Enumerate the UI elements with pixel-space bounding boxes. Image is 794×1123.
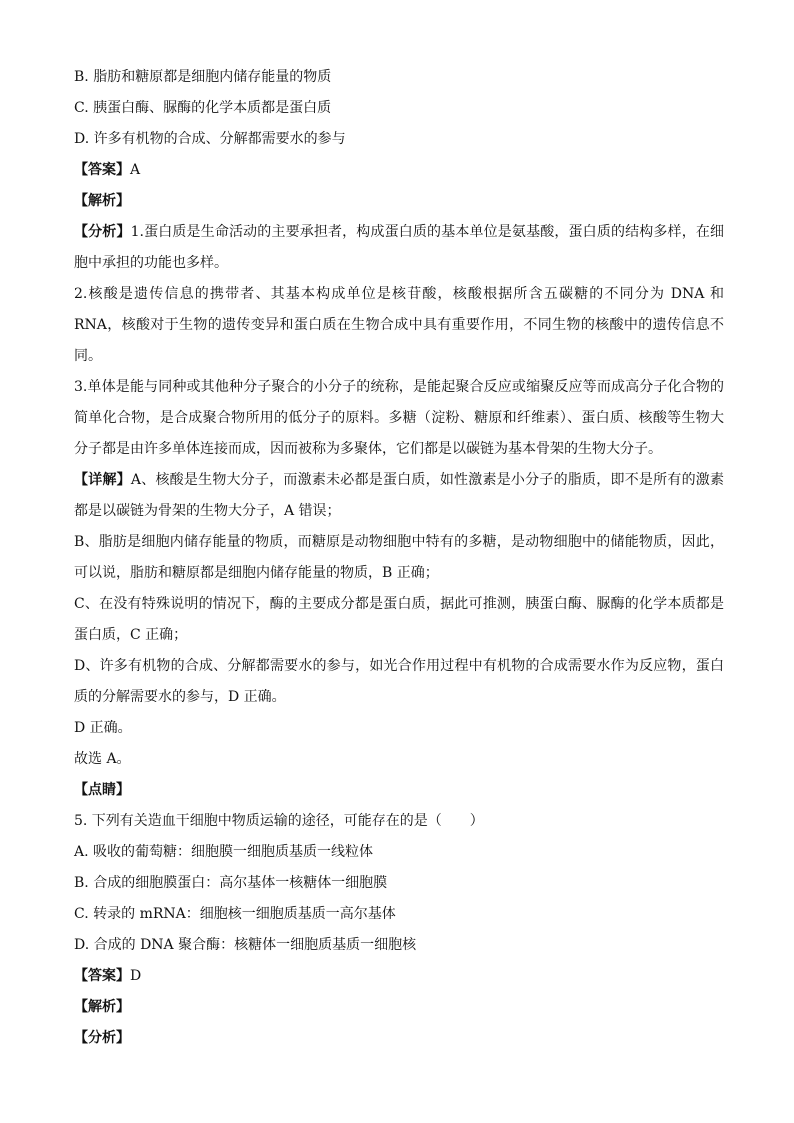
detail-b: B、脂肪是细胞内储存能量的物质，而糖原是动物细胞中特有的多糖，是动物细胞中的储能物质，因此，可以说，脂肪和糖原都是细胞内储存能量的物质，B 正确； [74,534,724,581]
d-correct: D 正确。 [74,720,132,736]
q5-fenxi-tag: 【分析】 [74,1030,130,1046]
option-b: B. 脂肪和糖原都是细胞内储存能量的物质 [74,69,332,85]
fenxi-point-2: 2.核酸是遗传信息的携带者、其基本构成单位是核苷酸，核酸根据所含五碳糖的不同分为 DNA 和 RNA，核酸对于生物的遗传变异和蛋白质在生物合成中具有重要作用，不同生物的核酸中的遗传信息不同。 [74,286,724,364]
dianjing-tag: 【点睛】 [74,782,130,798]
option-c: C. 胰蛋白酶、脲酶的化学本质都是蛋白质 [74,100,332,116]
q5-answer-value: D [130,968,142,984]
q5-option-b: B. 合成的细胞膜蛋白：高尔基体一核糖体一细胞膜 [74,875,388,891]
answer-value: A [130,162,141,178]
analysis-heading [74,186,724,217]
detail-tag: 【详解】 [74,472,131,488]
answer-line [74,155,724,186]
answer-tag: 【答案】 [74,162,130,178]
q5-option-d: D. 合成的 DNA 聚合酶：核糖体一细胞质基质一细胞核 [74,937,417,953]
detail-d: D、许多有机物的合成、分解都需要水的参与，如光合作用过程中有机物的合成需要水作为反应物，蛋白质的分解需要水的参与，D 正确。 [74,658,724,705]
q5-analysis-heading [74,992,724,1023]
q5-option-c: C. 转录的 mRNA：细胞核一细胞质基质一高尔基体 [74,906,396,922]
q5-analysis-tag: 【解析】 [74,999,130,1015]
q5-answer-line [74,961,724,992]
fenxi-point-3: 3.单体是能与同种或其他种分子聚合的小分子的统称，是能起聚合反应或缩聚反应等而成高分子化合物的简单化合物，是合成聚合物所用的低分子的原料。多糖（淀粉、糖原和纤维素）、蛋白质、核酸等生物大分子都是由许多单体连接而成，因而被称为多聚体，它们都是以碳链为基本骨架的生物大分子。 [74,379,724,457]
fenxi-point-1 [74,217,724,279]
fenxi-tag: 【分析】 [74,224,131,240]
detail-a-text: A、核酸是生物大分子，而激素未必都是蛋白质，如性激素是小分子的脂质，即不是所有的激素都是以碳链为骨架的生物大分子，A 错误； [74,472,725,519]
dianjing-heading [74,775,724,806]
detail-c: C、在没有特殊说明的情况下，酶的主要成分都是蛋白质，据此可推测，胰蛋白酶、脲酶的化学本质都是蛋白质，C 正确； [74,596,724,643]
q5-option-a: A. 吸收的葡萄糖：细胞膜一细胞质基质一线粒体 [74,844,374,860]
option-d: D. 许多有机物的合成、分解都需要水的参与 [74,131,346,147]
q5-answer-tag: 【答案】 [74,968,130,984]
fenxi-text-1: 1.蛋白质是生命活动的主要承担者，构成蛋白质的基本单位是氨基酸，蛋白质的结构多样，在细胞中承担的功能也多样。 [74,224,724,271]
document-page [74,62,724,1054]
question-5-stem: 5. 下列有关造血干细胞中物质运输的途径，可能存在的是（ ） [74,813,484,829]
detail-a [74,465,724,527]
q5-fenxi-heading [74,1023,724,1054]
choose-line: 故选 A。 [74,751,131,767]
analysis-tag: 【解析】 [74,193,130,209]
